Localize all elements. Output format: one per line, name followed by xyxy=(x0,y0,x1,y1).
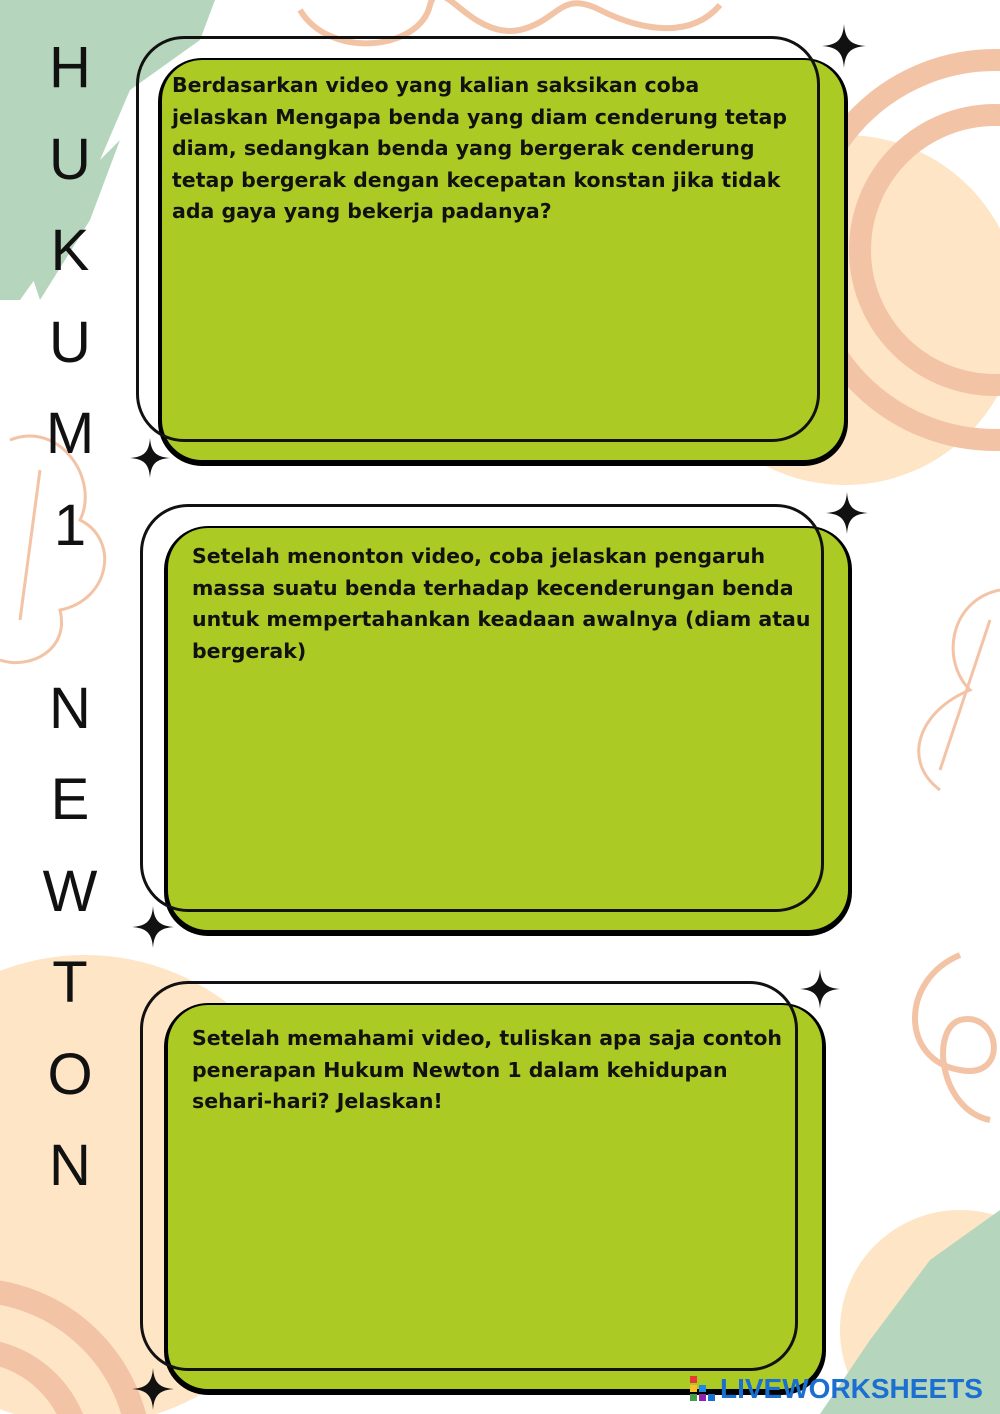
title-letter: N xyxy=(49,675,91,741)
title-letter: K xyxy=(50,218,90,283)
question-text-2: Setelah menonton video, coba jelaskan pengaruh massa suatu benda terhadap kecenderungan benda untuk mempertahankan keadaan awalnya (diam atau bergerak) xyxy=(192,544,811,663)
liveworksheets-logo-icon xyxy=(690,1374,716,1404)
liveworksheets-watermark[interactable] xyxy=(690,1372,983,1406)
title-letter: T xyxy=(52,950,88,1015)
title-letter: E xyxy=(50,767,90,832)
title-letter: M xyxy=(45,401,95,466)
title-letter: N xyxy=(49,1133,91,1198)
sparkle-icon xyxy=(132,1368,174,1410)
vertical-title xyxy=(20,22,120,1212)
watermark-text: LIVEWORKSHEETS xyxy=(720,1373,983,1404)
title-letter: 1 xyxy=(53,492,87,558)
sparkle-icon xyxy=(130,438,170,478)
question-text-1: Berdasarkan video yang kalian saksikan coba jelaskan Mengapa benda yang diam cenderung tetap diam, sedangkan benda yang bergerak cenderung tetap bergerak dengan kecepatan konstan jika tidak ada gaya yang bekerja padanya? xyxy=(172,73,788,223)
sparkle-icon xyxy=(826,492,868,534)
title-letter: U xyxy=(49,309,91,375)
title-letter xyxy=(20,571,120,663)
sparkle-icon xyxy=(800,969,840,1009)
sparkle-icon xyxy=(132,906,174,948)
title-letter: O xyxy=(47,1041,93,1107)
title-letter: H xyxy=(49,35,91,100)
title-letter: U xyxy=(49,126,91,192)
sparkle-icon xyxy=(822,24,866,68)
title-letter: W xyxy=(42,858,98,924)
question-text-3: Setelah memahami video, tuliskan apa saja contoh penerapan Hukum Newton 1 dalam kehidupan sehari-hari? Jelaskan! xyxy=(192,1026,783,1113)
